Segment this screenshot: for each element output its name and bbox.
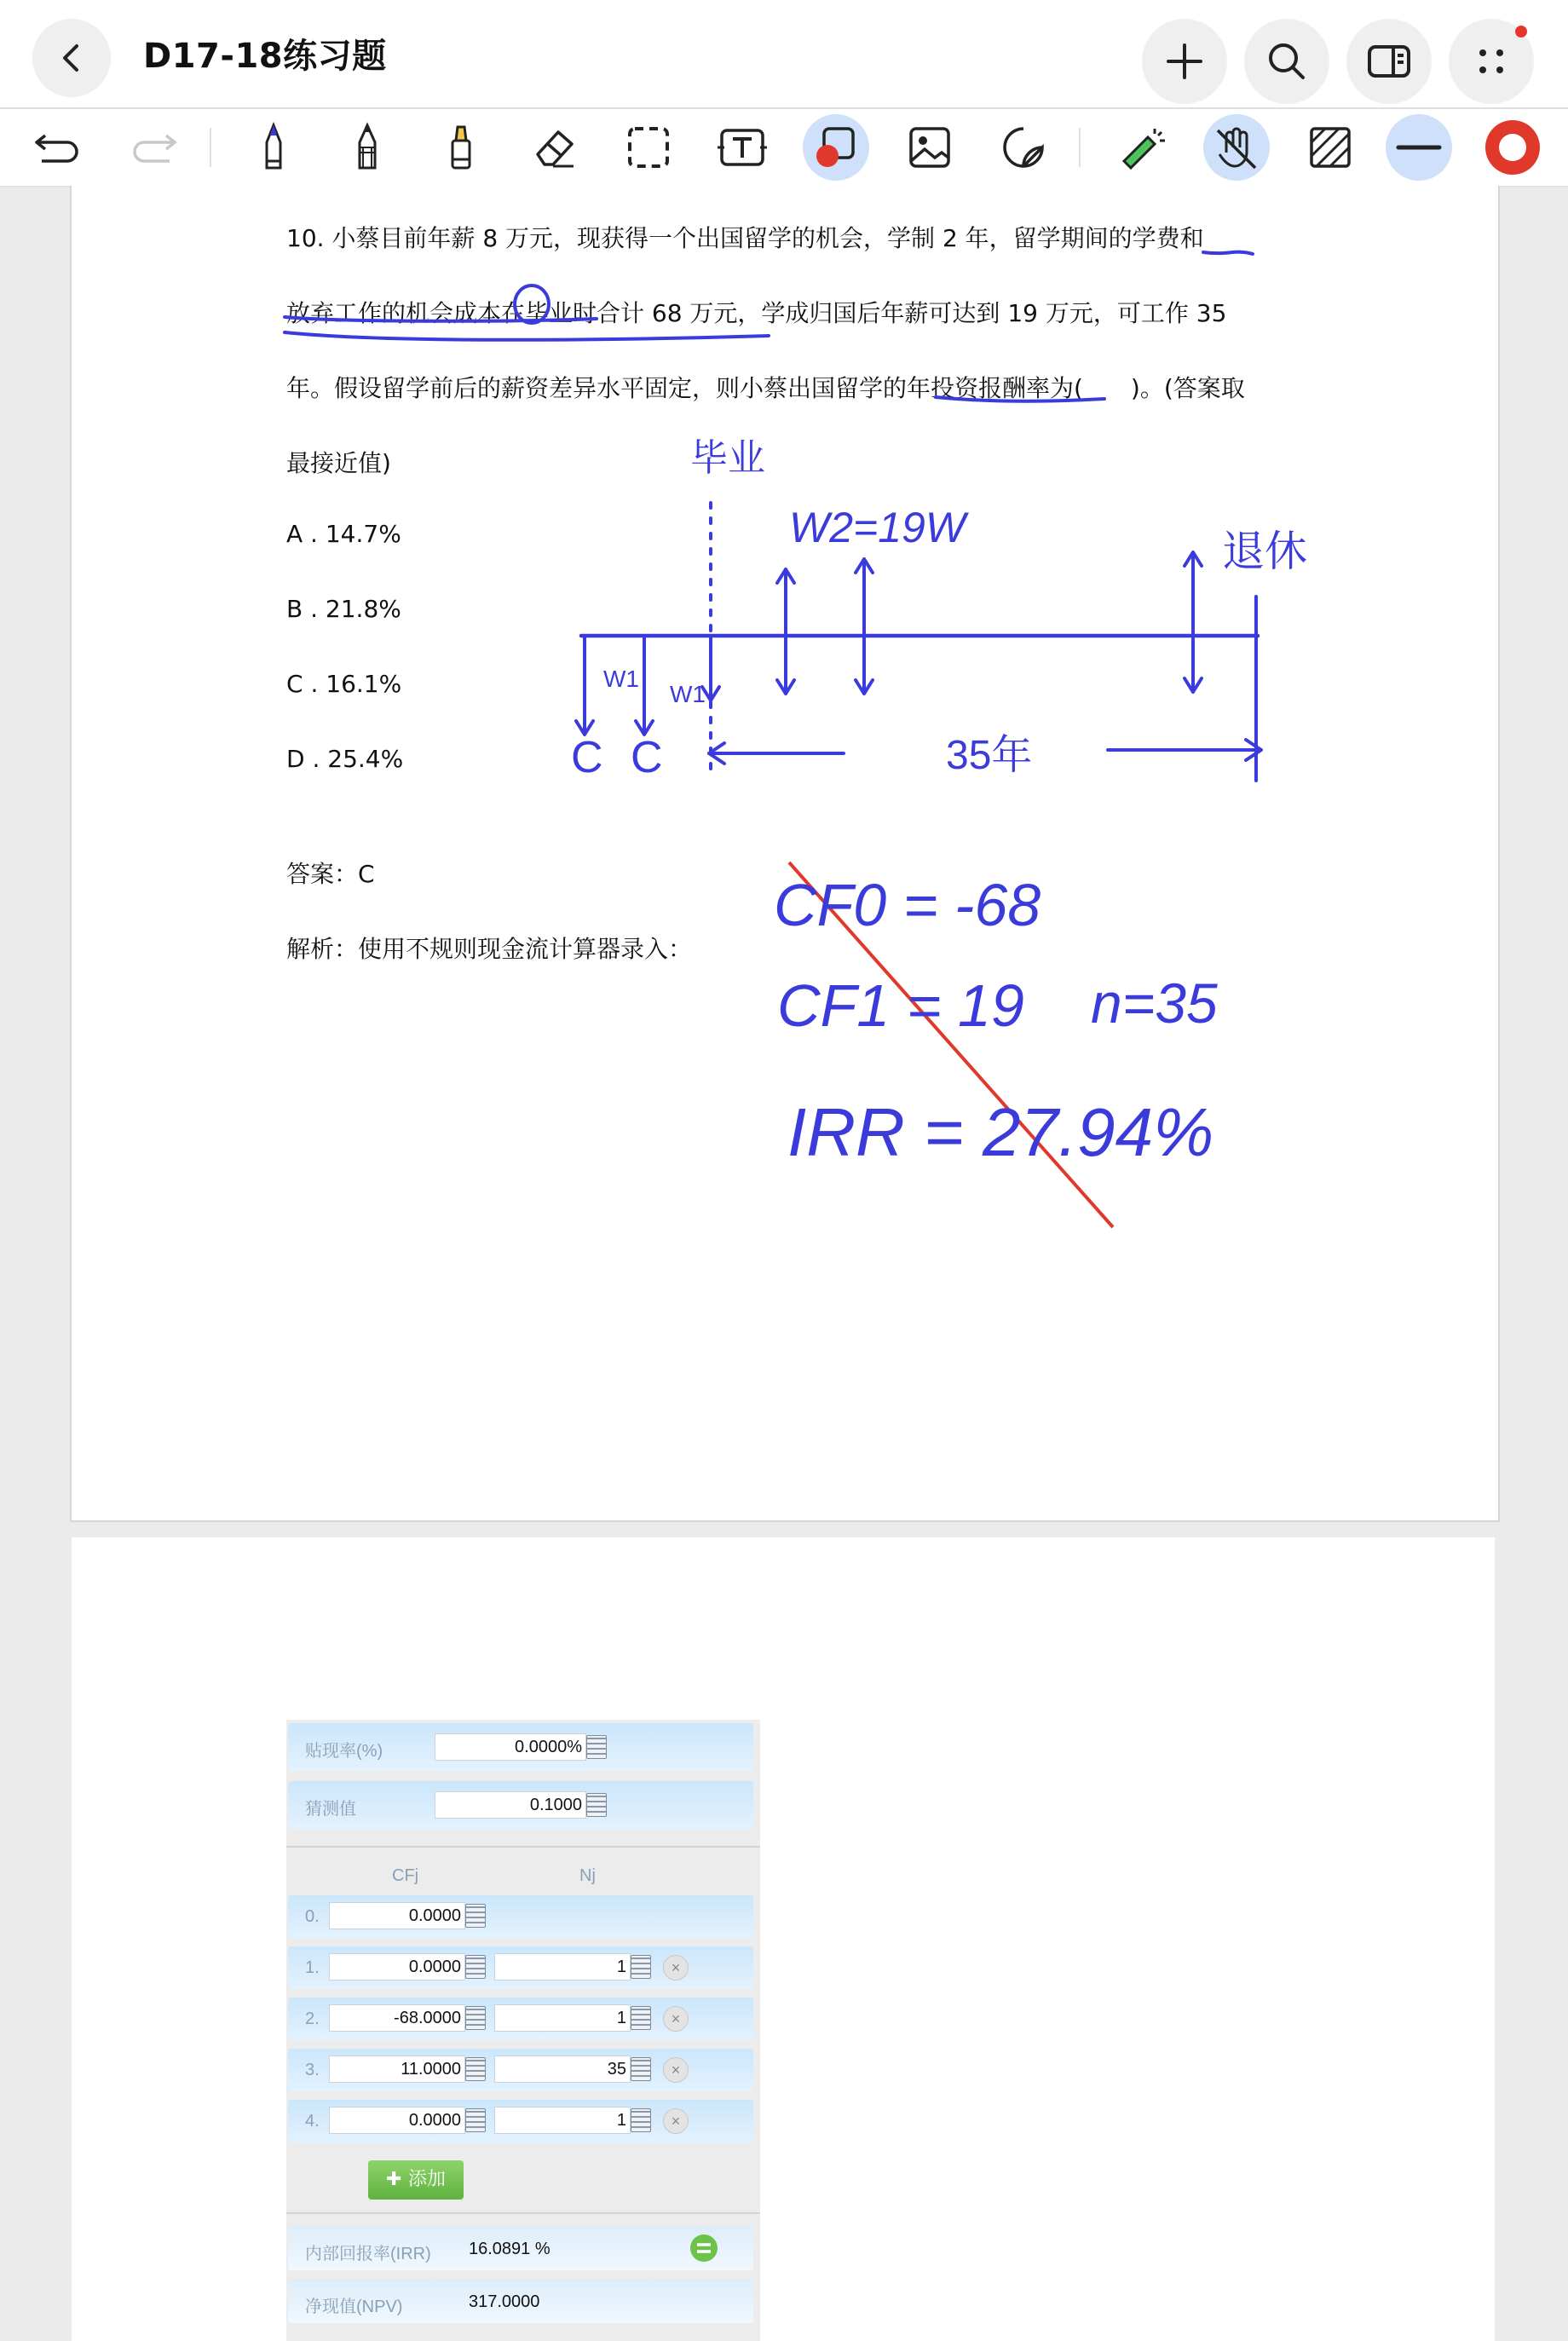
row-index: 4. (305, 2112, 320, 2131)
column-n-header: Nj (579, 1866, 596, 1885)
undo-icon (33, 130, 84, 164)
line-width-icon (1393, 122, 1444, 173)
highlighter-icon (444, 122, 478, 173)
calculator-icon[interactable] (586, 1735, 607, 1759)
cf-input[interactable]: 0.0000 (329, 1953, 465, 1981)
calculator-icon[interactable] (465, 2006, 486, 2030)
pen-icon (257, 122, 291, 173)
stroke-width-selector[interactable] (1386, 114, 1452, 181)
row-index: 3. (305, 2061, 320, 2079)
column-cf-header: CFj (392, 1866, 419, 1885)
npv-label: 净现值(NPV) (305, 2298, 403, 2316)
divider (286, 2212, 760, 2214)
hw-w1-b: W1 (670, 681, 706, 707)
eraser-icon (529, 122, 580, 173)
option-d: D . 25.4% (286, 745, 404, 773)
delete-row-icon[interactable]: × (663, 1955, 689, 1981)
lasso-select-icon (623, 122, 674, 173)
option-b: B . 21.8% (286, 595, 401, 623)
more-button[interactable] (1449, 19, 1534, 104)
divider (286, 1846, 760, 1848)
cf-input[interactable]: 0.0000 (329, 1902, 465, 1929)
calculator-icon[interactable] (465, 1955, 486, 1979)
laser-pointer-icon (1117, 122, 1168, 173)
redo-button[interactable] (119, 114, 186, 181)
sticker-tool[interactable] (990, 114, 1057, 181)
plus-icon: ✚ (385, 2169, 409, 2190)
highlighter-tool[interactable] (428, 114, 494, 181)
cf-input[interactable]: 11.0000 (329, 2056, 465, 2083)
irr-label: 内部回报率(IRR) (305, 2245, 431, 2263)
split-view-icon (1366, 40, 1412, 83)
sticker-icon (998, 122, 1049, 173)
plus-icon (1163, 40, 1206, 83)
back-button[interactable] (32, 19, 111, 97)
pencil-tool[interactable] (334, 114, 401, 181)
search-button[interactable] (1244, 19, 1329, 104)
irr-result-row (288, 2226, 753, 2270)
discount-rate-input[interactable]: 0.0000% (435, 1733, 586, 1761)
question-line-1: 10. 小蔡目前年薪 8 万元，现获得一个出国留学的机会，学制 2 年，留学期间的学费和 (286, 224, 1204, 252)
hw-c-1: C (571, 733, 603, 782)
hw-retire: 退休 (1222, 528, 1307, 575)
discount-rate-label: 贴现率(%) (305, 1742, 383, 1761)
shape-icon (810, 122, 862, 173)
redo-icon (127, 130, 178, 164)
add-button[interactable] (1142, 19, 1227, 104)
option-c: C . 16.1% (286, 670, 402, 698)
hw-irr: IRR = 27.94% (787, 1094, 1214, 1170)
delete-row-icon[interactable]: × (663, 2057, 689, 2083)
delete-row-icon[interactable]: × (663, 2006, 689, 2032)
hw-n: n=35 (1091, 972, 1218, 1035)
row-index: 1. (305, 1958, 320, 1977)
npv-value: 317.0000 (469, 2292, 540, 2311)
guess-label: 猜测值 (305, 1800, 356, 1819)
text-box-tool[interactable] (709, 114, 775, 181)
calculator-icon[interactable] (465, 2108, 486, 2132)
guess-input[interactable]: 0.1000 (435, 1791, 586, 1819)
calculator-icon[interactable] (631, 2108, 651, 2132)
irr-value: 16.0891 % (469, 2240, 551, 2258)
cashflow-calculator-screenshot (286, 1720, 760, 2341)
add-row-label: 添加 (408, 2169, 447, 2190)
hw-c-2: C (631, 733, 663, 782)
toolbar-divider (1079, 128, 1081, 167)
color-swatch-icon (1479, 114, 1546, 181)
text-box-icon (716, 122, 769, 173)
toolbar-divider (210, 128, 211, 167)
question-line-4: 最接近值) (286, 449, 391, 477)
eraser-tool[interactable] (522, 114, 588, 181)
n-input[interactable]: 1 (494, 1953, 631, 1981)
cf-input[interactable]: 0.0000 (329, 2107, 465, 2134)
hw-35-years: 35年 (946, 733, 1033, 778)
shape-tool[interactable] (803, 114, 869, 181)
cashflow-row-4 (288, 2100, 753, 2142)
calculate-equals-icon[interactable] (689, 2233, 719, 2263)
pen-tool[interactable] (240, 114, 307, 181)
notification-dot (1515, 26, 1527, 37)
calculator-icon[interactable] (465, 1904, 486, 1928)
hand-off-icon (1211, 122, 1262, 173)
cashflow-row-0 (288, 1895, 753, 1938)
hw-cf0: CF0 = -68 (774, 872, 1041, 938)
cf-input[interactable]: -68.0000 (329, 2004, 465, 2032)
calculator-icon[interactable] (631, 1955, 651, 1979)
image-tool[interactable] (896, 114, 963, 181)
question-line-3: 年。假设留学前后的薪资差异水平固定，则小蔡出国留学的年投资报酬率为( )。(答案取 (286, 374, 1245, 402)
hatch-pattern-icon (1305, 122, 1356, 173)
pencil-icon (350, 122, 384, 173)
undo-button[interactable] (26, 114, 92, 181)
more-grid-icon (1470, 40, 1513, 83)
hw-w2: W2=19W (789, 504, 966, 551)
hw-w1-a: W1 (603, 666, 639, 692)
n-input[interactable]: 35 (494, 2056, 631, 2083)
cashflow-row-2 (288, 1998, 753, 2040)
answer-text: 答案：C (286, 860, 375, 888)
question-line-2: 放弃工作的机会成本在毕业时合计 68 万元，学成归国后年薪可达到 19 万元，可工作 35 (286, 299, 1227, 327)
discount-rate-row (288, 1723, 753, 1771)
calculator-icon[interactable] (631, 2006, 651, 2030)
guess-row (288, 1781, 753, 1829)
calculator-icon[interactable] (631, 2057, 651, 2081)
document-page-2 (72, 1537, 1495, 2341)
npv-result-row (288, 2279, 753, 2323)
row-index: 2. (305, 2009, 320, 2028)
color-picker[interactable] (1479, 114, 1546, 181)
back-icon (55, 41, 89, 75)
add-row-button[interactable] (368, 2160, 464, 2200)
search-icon (1265, 40, 1308, 83)
top-bar (0, 0, 1568, 107)
row-index: 0. (305, 1907, 320, 1926)
image-icon (904, 122, 955, 173)
analysis-text: 解析：使用不规则现金流计算器录入： (286, 935, 693, 963)
n-input[interactable]: 1 (494, 2107, 631, 2134)
delete-row-icon[interactable]: × (663, 2108, 689, 2134)
laser-pointer-tool[interactable] (1110, 114, 1176, 181)
calculator-icon[interactable] (465, 2057, 486, 2081)
drawing-toolbar (0, 109, 1568, 187)
cashflow-row-3 (288, 2049, 753, 2091)
lasso-select-tool[interactable] (615, 114, 682, 181)
split-view-button[interactable] (1346, 19, 1432, 104)
n-input[interactable]: 1 (494, 2004, 631, 2032)
page-title: D17-18练习题 (143, 37, 387, 76)
calculator-icon[interactable] (586, 1793, 607, 1817)
cashflow-row-1 (288, 1946, 753, 1989)
hw-graduate: 毕业 (690, 437, 765, 479)
palm-rejection-toggle[interactable] (1203, 114, 1270, 181)
pattern-tool[interactable] (1297, 114, 1363, 181)
option-a: A . 14.7% (286, 520, 401, 548)
hw-cf1: CF1 = 19 (777, 972, 1024, 1039)
